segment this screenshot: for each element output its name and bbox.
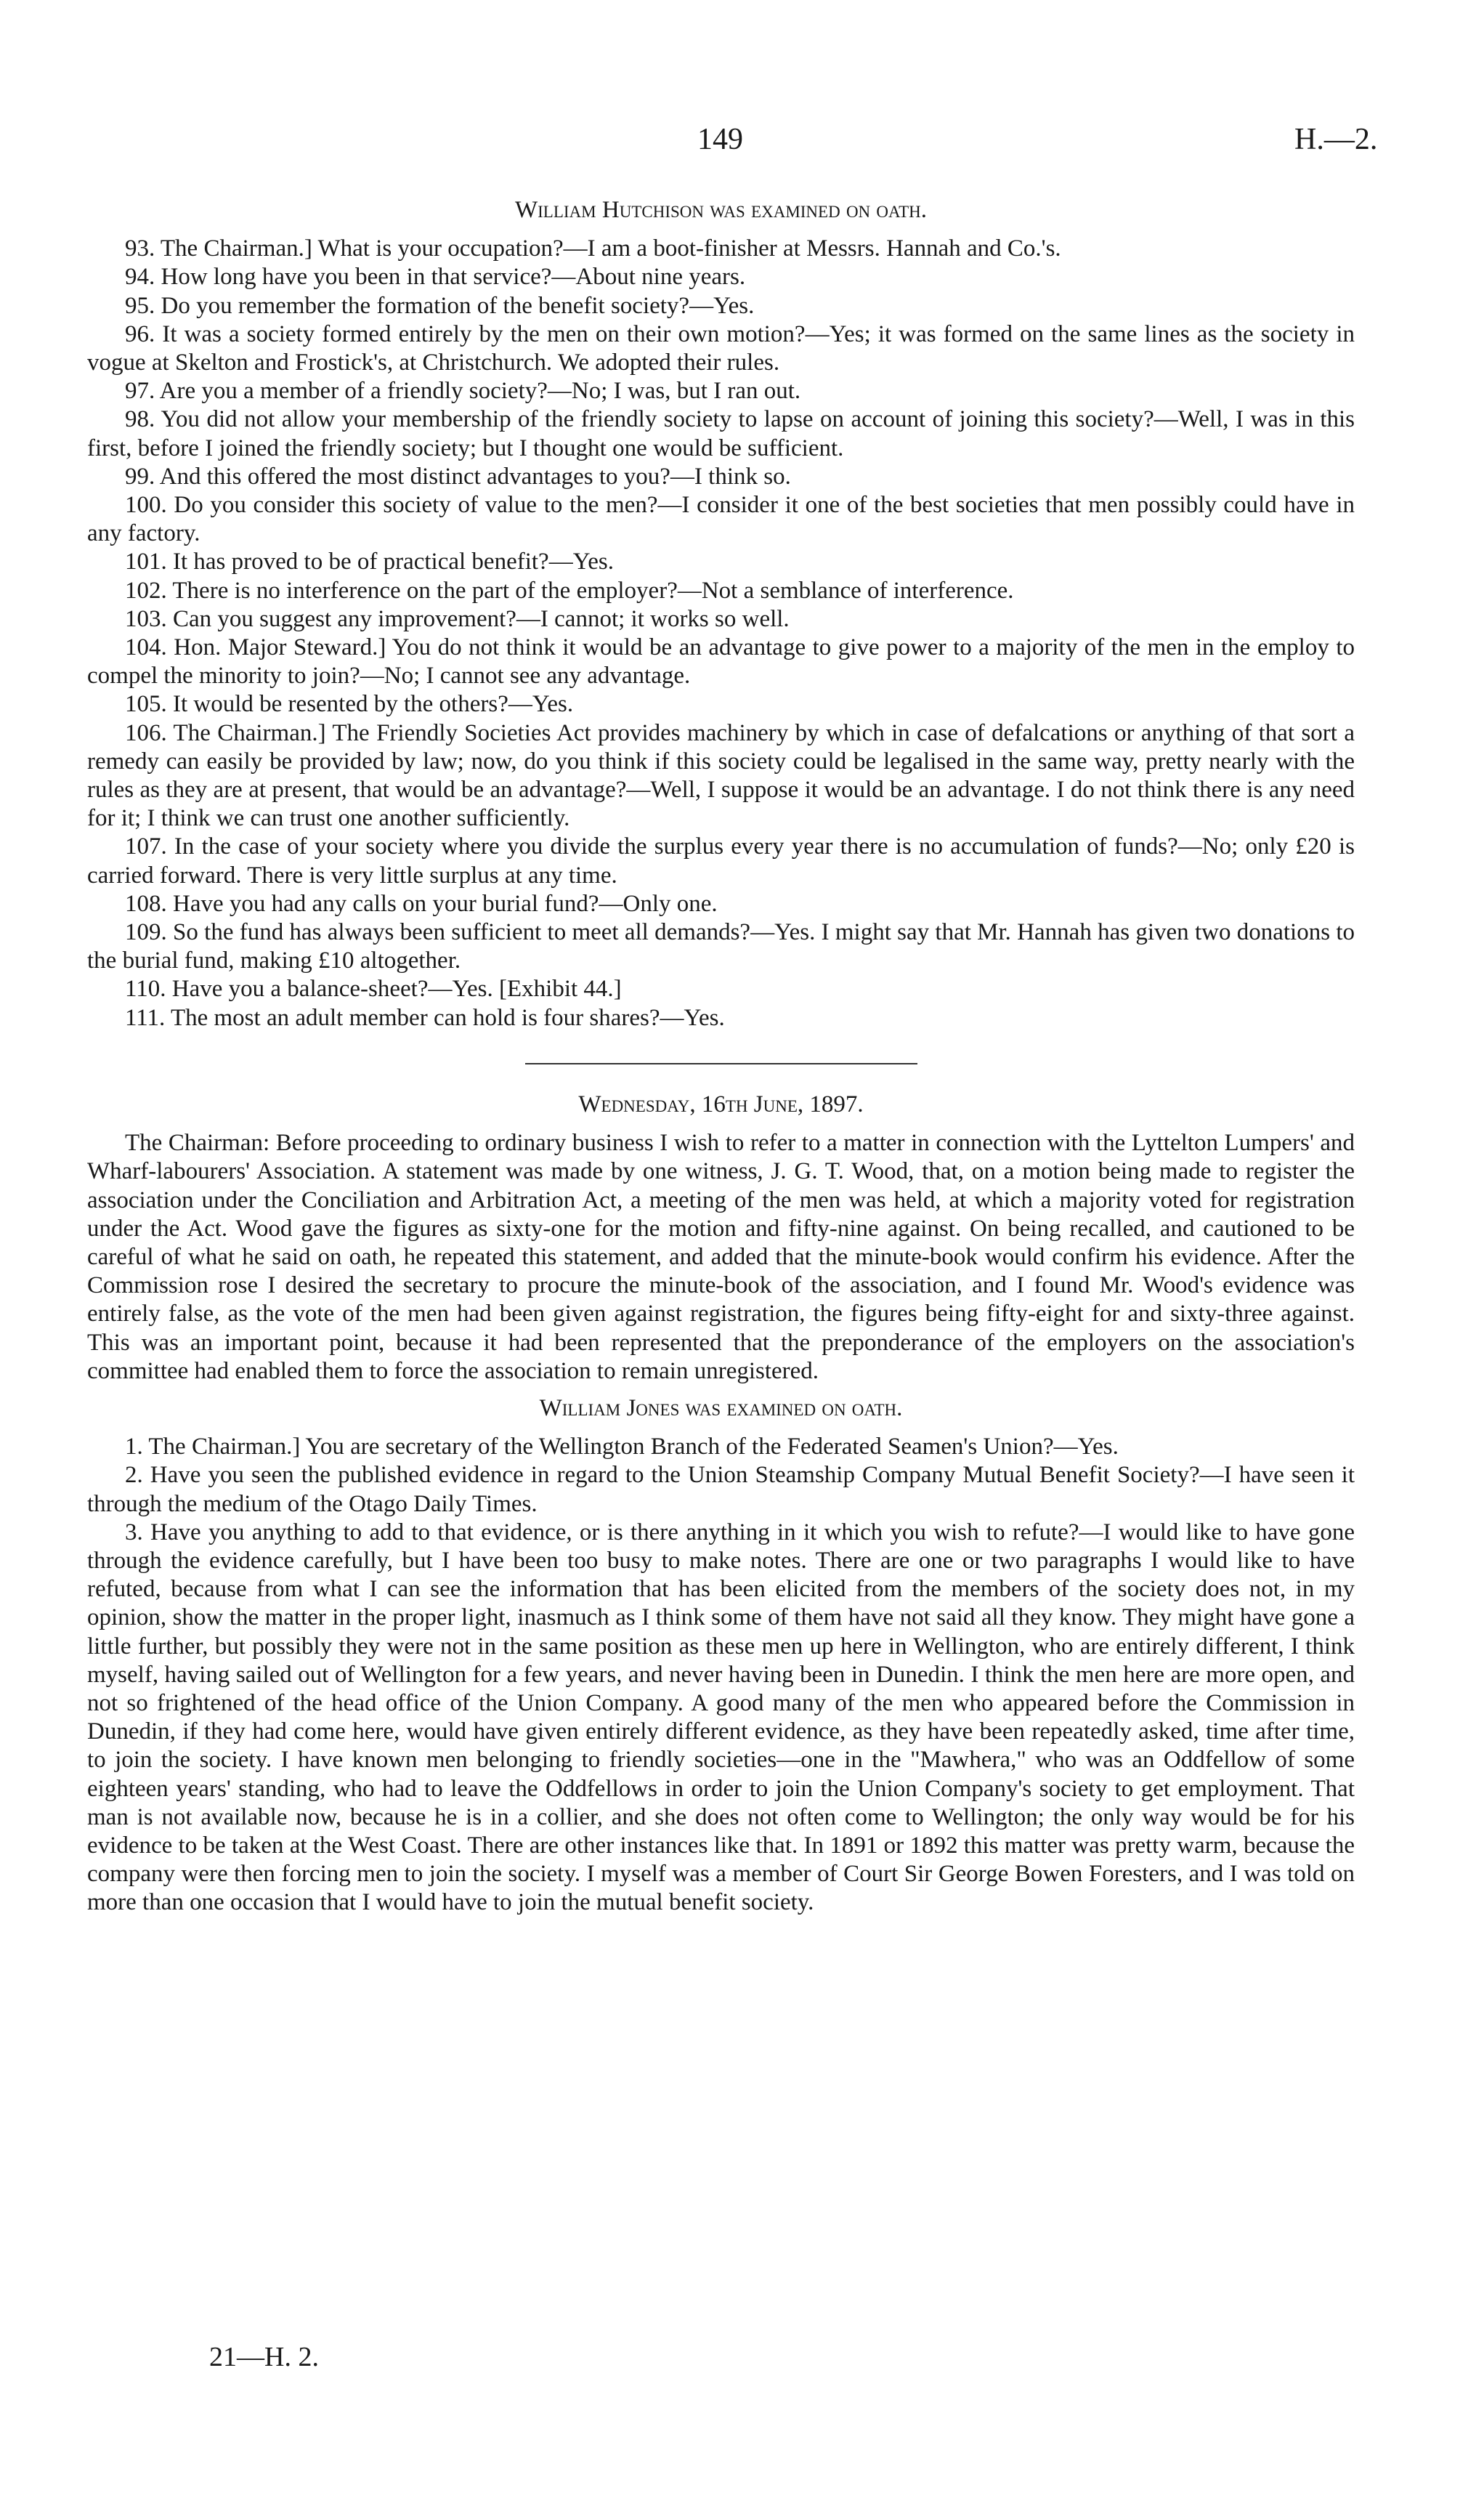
paragraph: 98. You did not allow your membership of the friendly society to lapse on account of joining this society?—Well, I was in this first, before I joined the friendly society; but I thought one would be sufficient. (87, 406, 1355, 461)
paragraph: 2. Have you seen the published evidence in regard to the Union Steamship Company Mutual Benefit Society?—I have seen it through the medium of the Otago Daily Times. (87, 1462, 1355, 1517)
section-hutchison (87, 235, 1355, 1032)
section-jones (87, 1433, 1355, 1917)
paragraph: 104. Hon. Major Steward.] You do not think it would be an advantage to give power to a majority of the men in the employ to compel the minority to join?—No; I cannot see any advantage. (87, 634, 1355, 690)
paragraph: 108. Have you had any calls on your burial fund?—Only one. (125, 890, 718, 917)
paragraph: 3. Have you anything to add to that evidence, or is there anything in it which you wish to refute?—I would like to have gone through the evidence carefully, but I have been too busy to make notes. There are one or two paragraphs I would like to have refuted, because from what I can see the information that has been elicited from the members of the society does not, in my opinion, show the matter in the proper light, inasmuch as I think some of them have not said all they know. They might have gone a little further, but possibly they were not in the same position as these men up here in Wellington, who are entirely different, I think myself, having sailed out of Wellington for a few years, and never having been in Dunedin. I think the men here are more open, and not so frightened of the head office of the Union Company. A good many of the men who appeared before the Commission in Dunedin, if they had come here, would have given entirely different evidence, as they have been repeatedly asked, time after time, to join the society. I have known men belonging to friendly societies—one in the "Mawhera," who was an Oddfellow of some eighteen years' standing, who had to leave the Oddfellows in order to join the Union Company's society to get employment. That man is not available now, because he is in a collier, and she does not often come to Wellington; the only way would be for his evidence to be taken at the West Coast. There are other instances like that. In 1891 or 1892 this matter was pretty warm, because the company were then forcing men to join the society. I myself was a member of Court Sir George Bowen Foresters, and I was told on more than one occasion that I would have to join the mutual benefit society. (87, 1519, 1355, 1916)
paragraph: 95. Do you remember the formation of the benefit society?—Yes. (125, 292, 755, 319)
section-heading-jones: William Jones was examined on oath. (539, 1394, 903, 1421)
section-wednesday (87, 1129, 1355, 1386)
page-number: 149 (697, 123, 743, 156)
paragraph: 109. So the fund has always been sufficient to meet all demands?—Yes. I might say that Mr. Hannah has given two donations to the burial fund, making £10 altogether. (87, 919, 1355, 974)
page-header (0, 122, 1484, 166)
paragraph: 100. Do you consider this society of value to the men?—I consider it one of the best societies that men possibly could have in any factory. (87, 492, 1355, 547)
document-reference: H.—2. (1294, 123, 1378, 156)
paragraph: 105. It would be resented by the others?—Yes. (125, 691, 574, 718)
footer-signature: 21—H. 2. (209, 2342, 319, 2372)
paragraph: 97. Are you a member of a friendly society?—No; I was, but I ran out. (125, 378, 801, 405)
paragraph: 1. The Chairman.] You are secretary of the Wellington Branch of the Federated Seamen's Union?—Yes. (125, 1434, 1119, 1460)
paragraph: 101. It has proved to be of practical benefit?—Yes. (125, 549, 614, 575)
paragraph: 111. The most an adult member can hold is four shares?—Yes. (125, 1004, 725, 1031)
paragraph: The Chairman: Before proceeding to ordinary business I wish to refer to a matter in connection with the Lyttelton Lumpers' and Wharf-labourers' Association. A statement was made by one witness, J. G. T. Wood, that, on a motion being made to register the association under the Conciliation and Arbitration Act, a meeting of the men was held, at which a majority voted for registration under the Act. Wood gave the figures as sixty-one for the motion and fifty-nine against. On being recalled, and cautioned to be careful of what he said on oath, he repeated this statement, and added that the minute-book would confirm his evidence. After the Commission rose I desired the secretary to procure the minute-book of the association, and I found Mr. Wood's evidence was entirely false, as the vote of the men had been given against registration, the figures being fifty-eight for and sixty-three against. This was an important point, because it had been represented that the preponderance of the employers on the association's committee had enabled them to force the association to remain unregistered. (87, 1130, 1355, 1384)
section-heading-hutchison: William Hutchison was examined on oath. (515, 197, 927, 223)
paragraph: 93. The Chairman.] What is your occupation?—I am a boot-finisher at Messrs. Hannah and Co.'s. (125, 235, 1061, 262)
paragraph: 110. Have you a balance-sheet?—Yes. [Exhibit 44.] (125, 976, 622, 1003)
section-heading-wednesday: Wednesday, 16th June, 1897. (578, 1091, 864, 1117)
paragraph: 102. There is no interference on the part of the employer?—Not a semblance of interference. (125, 577, 1014, 604)
paragraph: 107. In the case of your society where you divide the surplus every year there is no accumulation of funds?—No; only £20 is carried forward. There is very little surplus at any time. (87, 833, 1355, 889)
paragraph: 106. The Chairman.] The Friendly Societies Act provides machinery by which in case of defalcations or anything of that sort a remedy can easily be provided by law; now, do you think if this society could be legalised in the same way, pretty nearly with the rules as they are at present, that would be an advantage?—Well, I suppose it would be an advantage. I do not think there is any need for it; I think we can trust one another sufficiently. (87, 719, 1355, 832)
paragraph: 94. How long have you been in that service?—About nine years. (125, 264, 746, 291)
paragraph: 96. It was a society formed entirely by the men on their own motion?—Yes; it was formed on the same lines as the society in vogue at Skelton and Frostick's, at Christchurch. We adopted their rules. (87, 320, 1355, 376)
paragraph: 99. And this offered the most distinct advantages to you?—I think so. (125, 463, 791, 490)
body-text (87, 187, 1355, 1917)
section-divider (525, 1063, 917, 1064)
paragraph: 103. Can you suggest any improvement?—I cannot; it works so well. (125, 605, 790, 632)
